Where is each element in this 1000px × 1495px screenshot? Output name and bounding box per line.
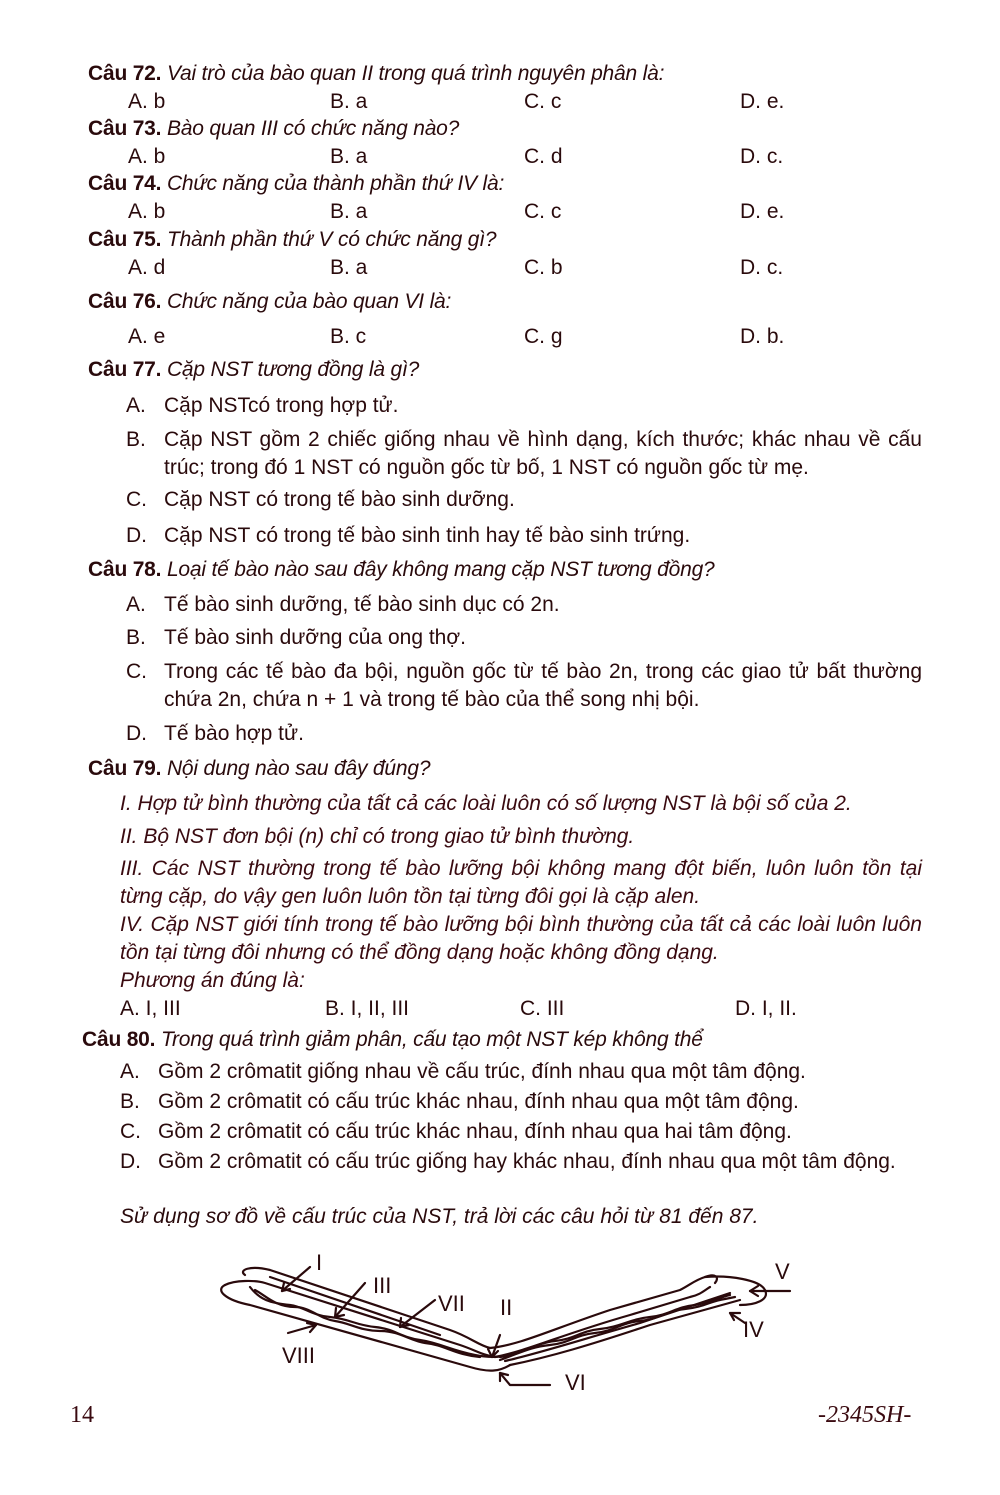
label-I: I — [316, 1250, 323, 1275]
option-d: D. c. — [740, 145, 784, 168]
question-77-option-d: D. Cặp NST có trong tế bào sinh tinh hay tế bào sinh trứng. — [126, 524, 691, 547]
statement-3: III. Các NST thường trong tế bào lưỡng bội không mang đột biến, luôn luôn tồn tại từng cặp, do vậy gen luôn luôn tồn tại từng đôi gọi là cặp alen. — [120, 857, 922, 908]
question-79-title: Câu 79. Nội dung nào sau đây đúng? — [88, 757, 431, 780]
option-a: A. d — [128, 256, 166, 279]
question-73-options — [128, 145, 928, 171]
option-b: B. c — [330, 325, 367, 348]
statement-4: IV. Cặp NST giới tính trong tế bào lưỡng bội bình thường của tất cả các loài luôn luôn tồn tại từng đôi nhưng có thể đồng dạng hoặc không đồng dạng. — [120, 913, 922, 964]
question-80-option-b: B. Gồm 2 crômatit có cấu trúc khác nhau, đính nhau qua một tâm động. — [120, 1090, 799, 1113]
diagram-instruction: Sử dụng sơ đồ về cấu trúc của NST, trả lời các câu hỏi từ 81 đến 87. — [120, 1205, 759, 1228]
option-b: B. a — [330, 200, 368, 223]
question-80-title: Câu 80. Trong quá trình giảm phân, cấu tạo một NST kép không thể — [82, 1028, 703, 1051]
statement-1: I. Hợp tử bình thường của tất cả các loài luôn có số lượng NST là bội số của 2. — [120, 792, 852, 815]
question-76-options — [128, 325, 928, 351]
option-c: C. c — [524, 200, 562, 223]
question-80-option-d: D. Gồm 2 crômatit có cấu trúc giống hay khác nhau, đính nhau qua một tâm động. — [120, 1150, 896, 1173]
question-80-option-c: C. Gồm 2 crômatit có cấu trúc khác nhau, đính nhau qua hai tâm động. — [120, 1120, 792, 1143]
label-VIII: VIII — [282, 1343, 316, 1368]
option-a: A. I, III — [120, 997, 181, 1020]
label-IV: IV — [743, 1317, 764, 1342]
option-c: C. d — [524, 145, 563, 168]
statement-2: II. Bộ NST đơn bội (n) chỉ có trong giao tử bình thường. — [120, 825, 635, 848]
option-c: C. c — [524, 90, 562, 113]
question-79-prompt: Phương án đúng là: — [120, 969, 305, 992]
option-d: D. e. — [740, 200, 785, 223]
question-75-options — [128, 256, 928, 282]
question-74-options — [128, 200, 928, 226]
option-d: D. I, II. — [735, 997, 797, 1020]
option-a: A. b — [128, 145, 166, 168]
question-76-title: Câu 76. Chức năng của bào quan VI là: — [88, 290, 452, 313]
chromosome-diagram — [210, 1245, 810, 1405]
question-73-title: Câu 73. Bào quan III có chức năng nào? — [88, 117, 460, 140]
option-b: B. a — [330, 90, 368, 113]
option-d: D. c. — [740, 256, 784, 279]
question-77-title: Câu 77. Cặp NST tương đồng là gì? — [88, 358, 420, 381]
option-c: C. g — [524, 325, 563, 348]
document-code: -2345SH- — [818, 1402, 912, 1428]
option-b: B. I, II, III — [325, 997, 410, 1020]
page-number: 14 — [70, 1402, 94, 1428]
label-VI: VI — [565, 1370, 586, 1395]
option-a: A. b — [128, 200, 166, 223]
question-78-option-c: C. Trong các tế bào đa bội, nguồn gốc từ tế bào 2n, trong các giao tử bất thường chứa 2n, chứa n + 1 và trong tế bào của thể song nhị bội. — [126, 660, 922, 711]
question-75-title: Câu 75. Thành phần thứ V có chức năng gì? — [88, 228, 497, 251]
question-78-option-b: B. Tế bào sinh dưỡng của ong thợ. — [126, 626, 466, 649]
option-d: D. e. — [740, 90, 785, 113]
question-77-option-a: A. Cặp NSTcó trong hợp tử. — [126, 394, 399, 417]
label-V: V — [775, 1259, 790, 1284]
question-72-options — [128, 90, 928, 116]
question-77-option-c: C. Cặp NST có trong tế bào sinh dưỡng. — [126, 488, 515, 511]
option-a: A. e — [128, 325, 166, 348]
chromosome-drawing — [210, 1245, 810, 1405]
question-74-title: Câu 74. Chức năng của thành phần thứ IV là: — [88, 172, 505, 195]
option-b: B. a — [330, 145, 368, 168]
label-II: II — [500, 1295, 513, 1320]
option-c: C. b — [524, 256, 563, 279]
question-78-option-a: A. Tế bào sinh dưỡng, tế bào sinh dục có 2n. — [126, 593, 560, 616]
option-a: A. b — [128, 90, 166, 113]
option-d: D. b. — [740, 325, 785, 348]
question-77-option-b: B. Cặp NST gồm 2 chiếc giống nhau về hình dạng, kích thước; khác nhau về cấu trúc; trong đó 1 NST có nguồn gốc từ bố, 1 NST có nguồn gốc từ mẹ. — [126, 428, 922, 479]
option-c: C. III — [520, 997, 565, 1020]
question-80-option-a: A. Gồm 2 crômatit giống nhau về cấu trúc, đính nhau qua một tâm động. — [120, 1060, 806, 1083]
label-VII: VII — [438, 1291, 465, 1316]
option-b: B. a — [330, 256, 368, 279]
question-78-title: Câu 78. Loại tế bào nào sau đây không mang cặp NST tương đồng? — [88, 558, 715, 581]
label-III: III — [373, 1273, 392, 1298]
question-72-title: Câu 72. Vai trò của bào quan II trong quá trình nguyên phân là: — [88, 62, 665, 85]
question-78-option-d: D. Tế bào hợp tử. — [126, 722, 304, 745]
question-79-options — [120, 997, 920, 1023]
